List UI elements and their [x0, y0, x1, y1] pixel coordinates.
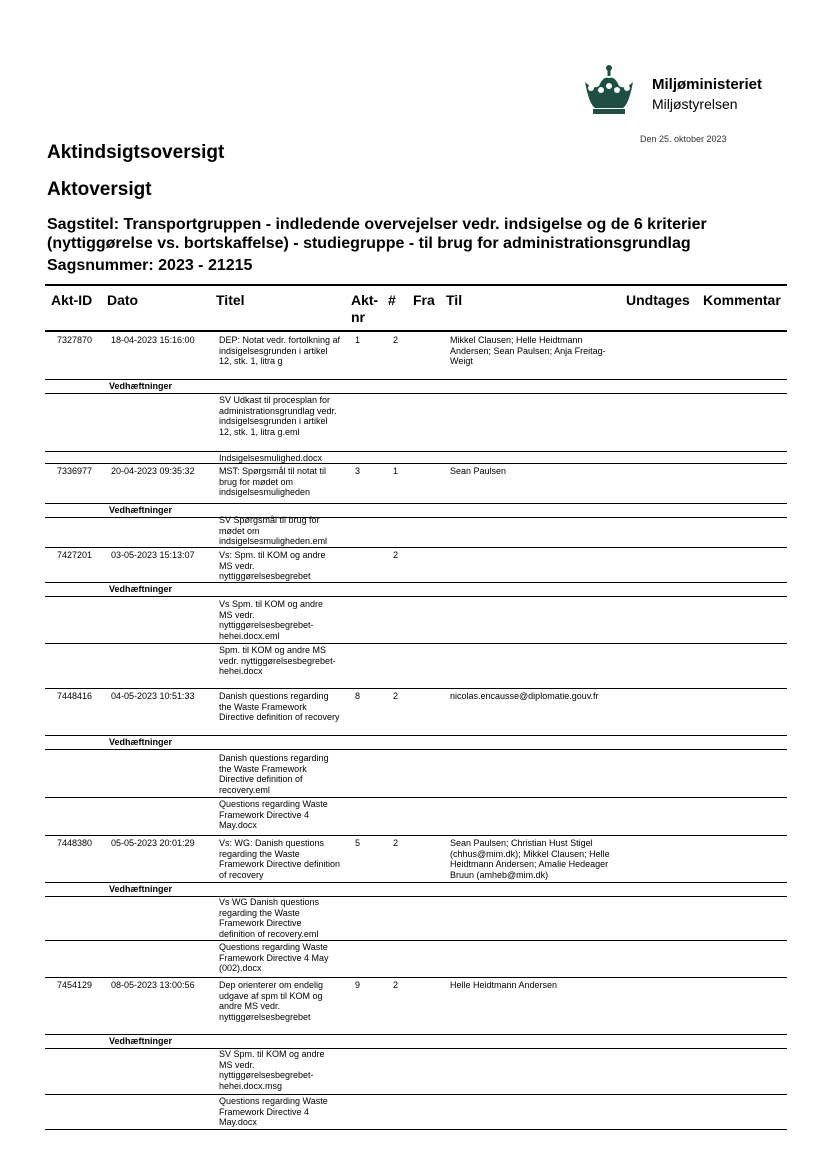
column-header-num: # — [388, 292, 396, 308]
column-header-aktid: Akt-ID — [51, 292, 93, 308]
logo-ministry: Miljøministeriet — [652, 76, 763, 93]
column-header-undtages: Undtages — [626, 292, 690, 308]
page-title: Aktindsigtsoversigt — [47, 142, 225, 163]
attachments-divider — [45, 1048, 787, 1049]
cell-titel: MST: Spørgsmål til notat til brug for mødet om indsigelsesmuligheden — [219, 466, 327, 497]
crown-icon — [581, 64, 637, 116]
table-row — [45, 332, 787, 379]
attachments-divider — [45, 393, 787, 394]
case-number: Sagsnummer: 2023 - 21215 — [47, 257, 253, 274]
attachment-item: Vs Spm. til KOM og andre MS vedr. nyttiggørelsesbegrebet-hehei.docx.eml — [219, 599, 324, 641]
table-row — [45, 688, 787, 735]
attachments-label: Vedhæftninger — [109, 737, 173, 747]
attachment-item: Questions regarding Waste Framework Directive 4 May.docx — [219, 1096, 328, 1127]
attachment-item: Indsigelsesmulighed.docx — [219, 453, 323, 463]
cell-til: Sean Paulsen — [450, 466, 507, 476]
row-divider — [45, 1034, 787, 1035]
cell-aktnr: 8 — [355, 691, 361, 701]
cell-titel: Vs: Spm. til KOM og andre MS vedr. nyttiggørelsesbegrebet — [219, 550, 326, 581]
cell-dato: 20-04-2023 09:35:32 — [111, 466, 195, 476]
cell-til: Sean Paulsen; Christian Hust Stigel (chhus@mim.dk); Mikkel Clausen; Helle Heidtmann Andersen; Amalie Hedeager Bruun (amheb@mim.dk) — [450, 838, 610, 880]
cell-dato: 18-04-2023 15:16:00 — [111, 335, 195, 345]
column-header-dato: Dato — [107, 292, 139, 308]
cell-til: nicolas.encausse@diplomatie.gouv.fr — [450, 691, 599, 701]
attachments-label: Vedhæftninger — [109, 381, 173, 391]
document-date: Den 25. oktober 2023 — [640, 134, 727, 144]
attachment-item: Questions regarding Waste Framework Directive 4 May (002).docx — [219, 942, 329, 973]
cell-num: 2 — [393, 980, 399, 990]
cell-num: 1 — [393, 466, 399, 476]
attachments-label: Vedhæftninger — [109, 584, 173, 594]
attachments-divider — [45, 596, 787, 597]
cell-aktid: 7327870 — [57, 335, 93, 345]
table-row — [45, 463, 787, 503]
cell-num: 2 — [393, 550, 399, 560]
attachment-divider — [45, 451, 787, 452]
row-divider — [45, 582, 787, 583]
attachments-label: Vedhæftninger — [109, 884, 173, 894]
row-divider — [45, 503, 787, 504]
table-row — [45, 835, 787, 882]
logo-agency: Miljøstyrelsen — [652, 96, 738, 112]
table-top-rule — [45, 284, 787, 286]
column-header-kommentar: Kommentar — [703, 292, 781, 308]
cell-titel: Dep orienterer om endelig udgave af spm til KOM og andre MS vedr. nyttiggørelsesbegrebet — [219, 980, 324, 1022]
attachment-item: Danish questions regarding the Waste Framework Directive definition of recovery.eml — [219, 753, 329, 795]
cell-titel: DEP: Notat vedr. fortolkning af indsigelsesgrunden i artikel 12, stk. 1, litra g — [219, 335, 341, 366]
case-title: Sagstitel: Transportgruppen - indledende overvejelser vedr. indsigelse og de 6 kriterier (nyttiggørelse vs. bortskaffelse) - studiegruppe - til brug for administrationsgrundlag — [47, 216, 707, 252]
table-row — [45, 977, 787, 1034]
cell-aktid: 7336977 — [57, 466, 93, 476]
column-header-fra: Fra — [413, 292, 435, 308]
column-header-aktnr: Akt- nr — [351, 292, 379, 325]
attachment-divider — [45, 643, 787, 644]
attachment-item: Spm. til KOM og andre MS vedr. nyttiggørelsesbegrebet-hehei.docx — [219, 645, 336, 676]
column-header-titel: Titel — [216, 292, 245, 308]
attachment-item: Vs WG Danish questions regarding the Waste Framework Directive definition of recovery.eml — [219, 897, 320, 939]
cell-aktid: 7427201 — [57, 550, 93, 560]
attachments-divider — [45, 517, 787, 518]
attachments-label: Vedhæftninger — [109, 505, 173, 515]
row-divider — [45, 735, 787, 736]
cell-num: 2 — [393, 838, 399, 848]
table-row — [45, 547, 787, 582]
cell-aktnr: 3 — [355, 466, 361, 476]
cell-titel: Vs: WG: Danish questions regarding the Waste Framework Directive definition of recovery — [219, 838, 341, 880]
cell-dato: 08-05-2023 13:00:56 — [111, 980, 195, 990]
cell-aktid: 7448380 — [57, 838, 93, 848]
attachments-label: Vedhæftninger — [109, 1036, 173, 1046]
cell-dato: 03-05-2023 15:13:07 — [111, 550, 195, 560]
column-header-til: Til — [446, 292, 463, 308]
cell-num: 2 — [393, 335, 399, 345]
attachments-divider — [45, 896, 787, 897]
attachment-divider — [45, 1129, 787, 1130]
logo — [581, 64, 801, 124]
cell-til: Mikkel Clausen; Helle Heidtmann Andersen; Sean Paulsen; Anja Freitag-Weigt — [450, 335, 606, 366]
attachment-item: Questions regarding Waste Framework Directive 4 May.docx — [219, 799, 328, 830]
cell-til: Helle Heidtmann Andersen — [450, 980, 558, 990]
attachment-divider — [45, 1094, 787, 1095]
cell-titel: Danish questions regarding the Waste Framework Directive definition of recovery — [219, 691, 340, 722]
row-divider — [45, 379, 787, 380]
attachment-item: SV Udkast til procesplan for administrationsgrundlag vedr. indsigelsesgrunden i artikel 12, stk. 1, litra g.eml — [219, 395, 337, 437]
row-divider — [45, 882, 787, 883]
cell-aktnr: 9 — [355, 980, 361, 990]
cell-aktid: 7454129 — [57, 980, 93, 990]
attachment-item: SV Spm. til KOM og andre MS vedr. nyttiggørelsesbegrebet-hehei.docx.msg — [219, 1049, 325, 1091]
cell-aktid: 7448416 — [57, 691, 93, 701]
attachment-divider — [45, 940, 787, 941]
attachment-divider — [45, 797, 787, 798]
page-subtitle: Aktoversigt — [47, 179, 152, 200]
cell-aktnr: 5 — [355, 838, 361, 848]
cell-dato: 05-05-2023 20:01:29 — [111, 838, 195, 848]
cell-dato: 04-05-2023 10:51:33 — [111, 691, 195, 701]
cell-aktnr: 1 — [355, 335, 361, 345]
attachment-item: SV Spørgsmål til brug for mødet om indsigelsesmuligheden.eml — [219, 515, 328, 546]
cell-num: 2 — [393, 691, 399, 701]
attachments-divider — [45, 749, 787, 750]
